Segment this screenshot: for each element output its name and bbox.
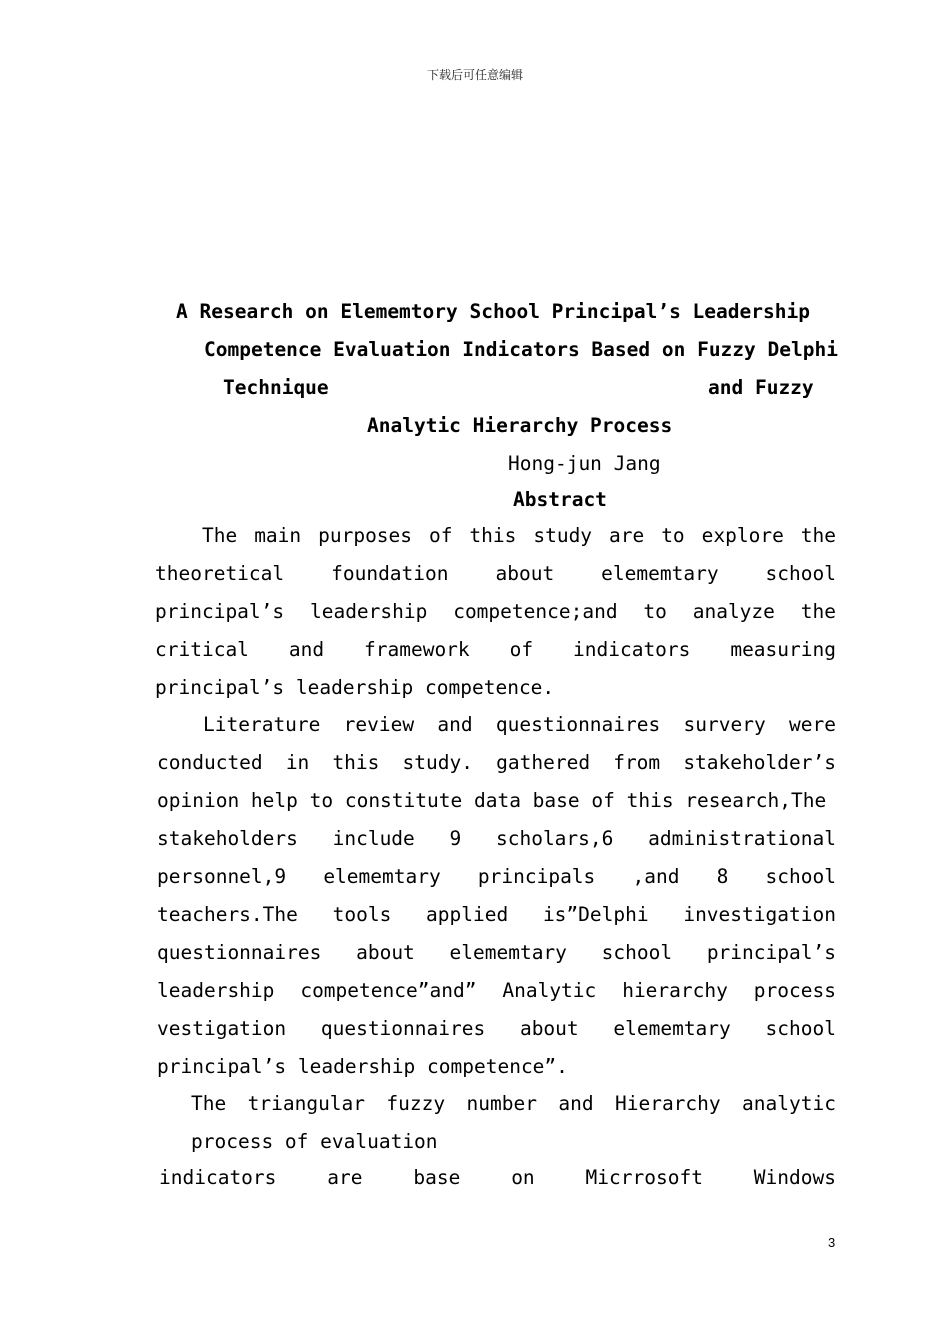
body-word: competence;and — [453, 600, 618, 623]
title-line-1: A Research on Elememtory School Principal’s Leadership — [176, 300, 810, 323]
body-line — [191, 1092, 836, 1116]
body-word: from — [613, 751, 661, 774]
body-word: principal’s — [155, 600, 285, 623]
body-word: fuzzy — [386, 1092, 446, 1115]
body-word: measuring — [730, 638, 836, 661]
body-word: teachers.The — [157, 903, 298, 926]
body-line — [157, 1055, 836, 1079]
body-word: foundation — [331, 562, 449, 585]
body-word: the — [800, 600, 836, 623]
body-word: scholars,6 — [495, 827, 614, 850]
body-word: about — [495, 562, 555, 585]
body-word: gathered — [496, 751, 591, 774]
body-word: and — [558, 1092, 594, 1115]
body-word: and — [288, 638, 325, 661]
body-word: were — [788, 713, 836, 736]
body-word: tools — [332, 903, 392, 926]
body-word: to — [661, 524, 685, 547]
body-word: Analytic — [502, 979, 597, 1002]
body-word: review — [343, 713, 415, 736]
body-word: elememtary — [323, 865, 441, 888]
body-word: in — [285, 751, 310, 774]
body-word: to — [643, 600, 667, 623]
body-word: 9 — [449, 827, 462, 850]
body-word: base — [413, 1166, 461, 1189]
body-line — [157, 1017, 836, 1041]
body-word: critical — [155, 638, 249, 661]
body-word: theoretical — [155, 562, 285, 585]
body-word: study — [533, 524, 593, 547]
body-word: school — [765, 1017, 836, 1040]
body-line — [157, 941, 836, 965]
body-word: conducted — [157, 751, 263, 774]
header-note: 下载后可任意编辑 — [426, 68, 523, 82]
body-word: 8 — [716, 865, 729, 888]
body-word: principal’s leadership competence”. — [157, 1055, 568, 1078]
body-word: Windows — [753, 1166, 836, 1189]
body-line — [157, 903, 836, 927]
body-word: survery — [683, 713, 766, 736]
body-word: Literature — [203, 713, 321, 736]
body-line — [159, 1166, 836, 1190]
body-line — [155, 600, 836, 624]
body-word: leadership — [309, 600, 428, 623]
body-word: number — [466, 1092, 537, 1115]
body-word: the — [800, 524, 836, 547]
body-word: on — [511, 1166, 535, 1189]
body-word: leadership — [157, 979, 275, 1002]
body-word: ,and — [632, 865, 680, 888]
body-word: include — [332, 827, 415, 850]
body-word: and — [437, 713, 473, 736]
body-word: principal’s — [706, 941, 836, 964]
body-word: triangular — [247, 1092, 366, 1115]
page-number: 3 — [828, 1235, 836, 1250]
body-word: investigation — [683, 903, 836, 926]
body-word: are — [609, 524, 645, 547]
body-word: elememtary — [601, 562, 719, 585]
body-word: opinion help to constitute data base of this research,The — [157, 789, 827, 812]
body-word: administrational — [648, 827, 836, 850]
body-word: competence”and” — [300, 979, 477, 1002]
author-name: Hong-jun Jang — [508, 452, 661, 475]
body-line — [155, 676, 836, 700]
body-word: main — [254, 524, 302, 547]
body-word: purposes — [318, 524, 413, 547]
body-word: hierarchy — [622, 979, 728, 1002]
body-line — [155, 562, 836, 586]
body-word: The — [191, 1092, 227, 1115]
body-word: stakeholders — [157, 827, 298, 850]
title-line-2: Competence Evaluation Indicators Based on Fuzzy Delphi — [204, 338, 838, 361]
body-word: elememtary — [613, 1017, 731, 1040]
body-word: Micrrosoft — [585, 1166, 703, 1189]
body-word: indicators — [573, 638, 691, 661]
body-word: about — [356, 941, 415, 964]
title-line-3-left: Technique — [223, 376, 329, 399]
title-line-3-right: and Fuzzy — [708, 376, 814, 399]
body-line — [203, 713, 836, 737]
body-word: analytic — [742, 1092, 836, 1115]
body-word: questionnaires — [320, 1017, 486, 1040]
body-word: school — [765, 562, 836, 585]
body-word: study. — [402, 751, 473, 774]
body-word: school — [765, 865, 836, 888]
body-word: analyze — [692, 600, 775, 623]
body-word: principals — [477, 865, 596, 888]
body-word: applied — [426, 903, 509, 926]
body-word: vestigation — [157, 1017, 287, 1040]
abstract-heading: Abstract — [513, 488, 607, 511]
body-line — [157, 789, 836, 813]
body-word: of — [509, 638, 534, 661]
body-line — [202, 524, 836, 548]
body-word: Hierarchy — [614, 1092, 721, 1115]
body-word: of — [428, 524, 453, 547]
body-line — [155, 638, 836, 662]
body-word: process — [753, 979, 836, 1002]
body-word: framework — [364, 638, 470, 661]
body-line — [157, 865, 836, 889]
body-word: process of evaluation — [191, 1130, 438, 1153]
body-word: principal’s leadership competence. — [155, 676, 555, 699]
body-word: explore — [701, 524, 784, 547]
body-line — [157, 751, 836, 775]
body-word: personnel,9 — [157, 865, 287, 888]
body-word: stakeholder’s — [683, 751, 836, 774]
body-word: elememtary — [449, 941, 567, 964]
body-word: is”Delphi — [542, 903, 649, 926]
body-word: are — [327, 1166, 363, 1189]
body-word: questionnaires — [495, 713, 661, 736]
body-line — [191, 1130, 836, 1154]
body-word: this — [332, 751, 380, 774]
body-line — [157, 979, 836, 1003]
body-word: about — [519, 1017, 579, 1040]
body-word: questionnaires — [157, 941, 322, 964]
body-word: indicators — [159, 1166, 277, 1189]
title-line-4: Analytic Hierarchy Process — [367, 414, 673, 437]
body-word: school — [601, 941, 673, 964]
body-line — [157, 827, 836, 851]
body-word: The — [202, 524, 238, 547]
body-word: this — [469, 524, 517, 547]
